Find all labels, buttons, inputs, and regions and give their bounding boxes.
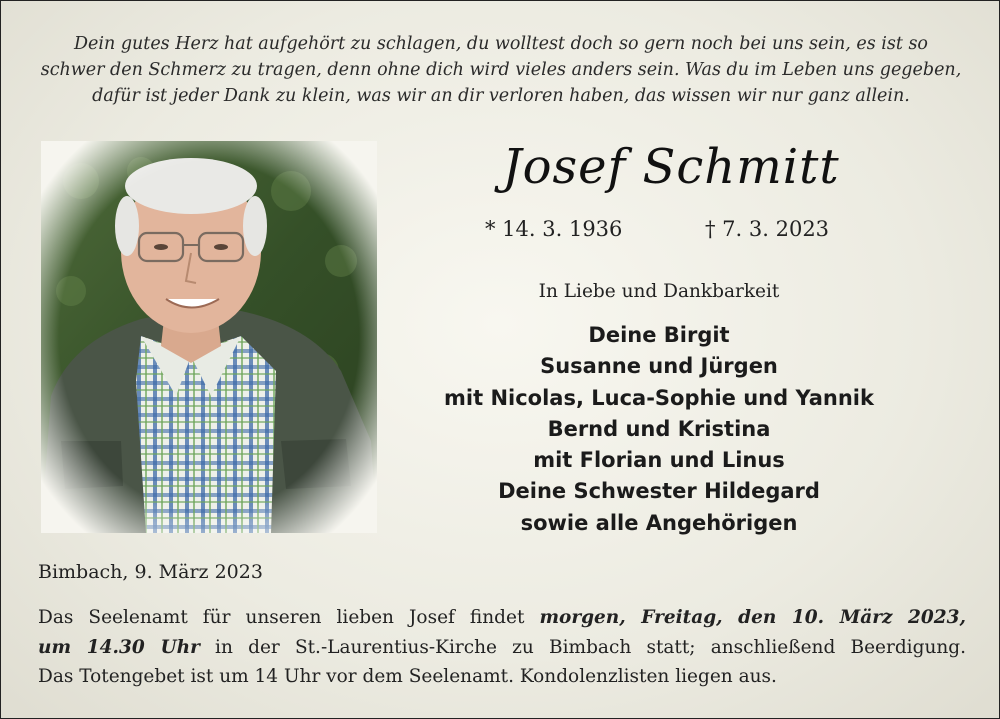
verse-line: Dein gutes Herz hat aufgehört zu schlagen, du wolltest doch so gern noch bei uns sein, es ist so <box>74 34 928 54</box>
notice-emphasis: morgen, Freitag, den 10. März 2023, <box>539 607 966 628</box>
portrait-photo <box>41 141 377 533</box>
verse-line: dafür ist jeder Dank zu klein, was wir an dir verloren haben, das wissen wir nur ganz allein. <box>92 86 910 106</box>
mourner-line: Bernd und Kristina <box>547 416 771 441</box>
birth-date: * 14. 3. 1936 <box>485 217 623 241</box>
mourner-line: mit Florian und Linus <box>533 448 785 473</box>
notice-line <box>38 603 966 633</box>
service-notice <box>38 603 966 692</box>
notice-line <box>38 662 966 692</box>
notice-emphasis: um 14.30 Uhr <box>38 636 200 658</box>
mourner-line: Deine Birgit <box>588 323 730 347</box>
deceased-name: Josef Schmitt <box>502 139 840 195</box>
notice-text: in der St.-Laurentius-Kirche zu Bimbach statt; anschließend Beerdigung. <box>199 636 966 658</box>
intro-text: In Liebe und Dankbarkeit <box>538 281 780 302</box>
notice-text: Das Seelenamt für unseren lieben Josef findet <box>38 607 540 628</box>
mourner-line: sowie alle Angehörigen <box>520 510 798 535</box>
mourners-list <box>421 320 897 539</box>
notice-text: Das Totengebet ist um 14 Uhr vor dem Seelenamt. Kondolenzlisten liegen aus. <box>38 666 777 687</box>
mourner-line: Deine Schwester Hildegard <box>498 479 820 504</box>
notice-line <box>38 633 966 663</box>
mourner-line: mit Nicolas, Luca-Sophie und Yannik <box>444 385 874 410</box>
verse-line: schwer den Schmerz zu tragen, denn ohne dich wird vieles anders sein. Was du im Leben uns gegeben, <box>40 60 962 80</box>
place-and-date: Bimbach, 9. März 2023 <box>38 561 263 583</box>
mourner-line: Susanne und Jürgen <box>540 354 778 379</box>
memorial-verse <box>21 31 981 109</box>
death-date: † 7. 3. 2023 <box>705 217 830 241</box>
